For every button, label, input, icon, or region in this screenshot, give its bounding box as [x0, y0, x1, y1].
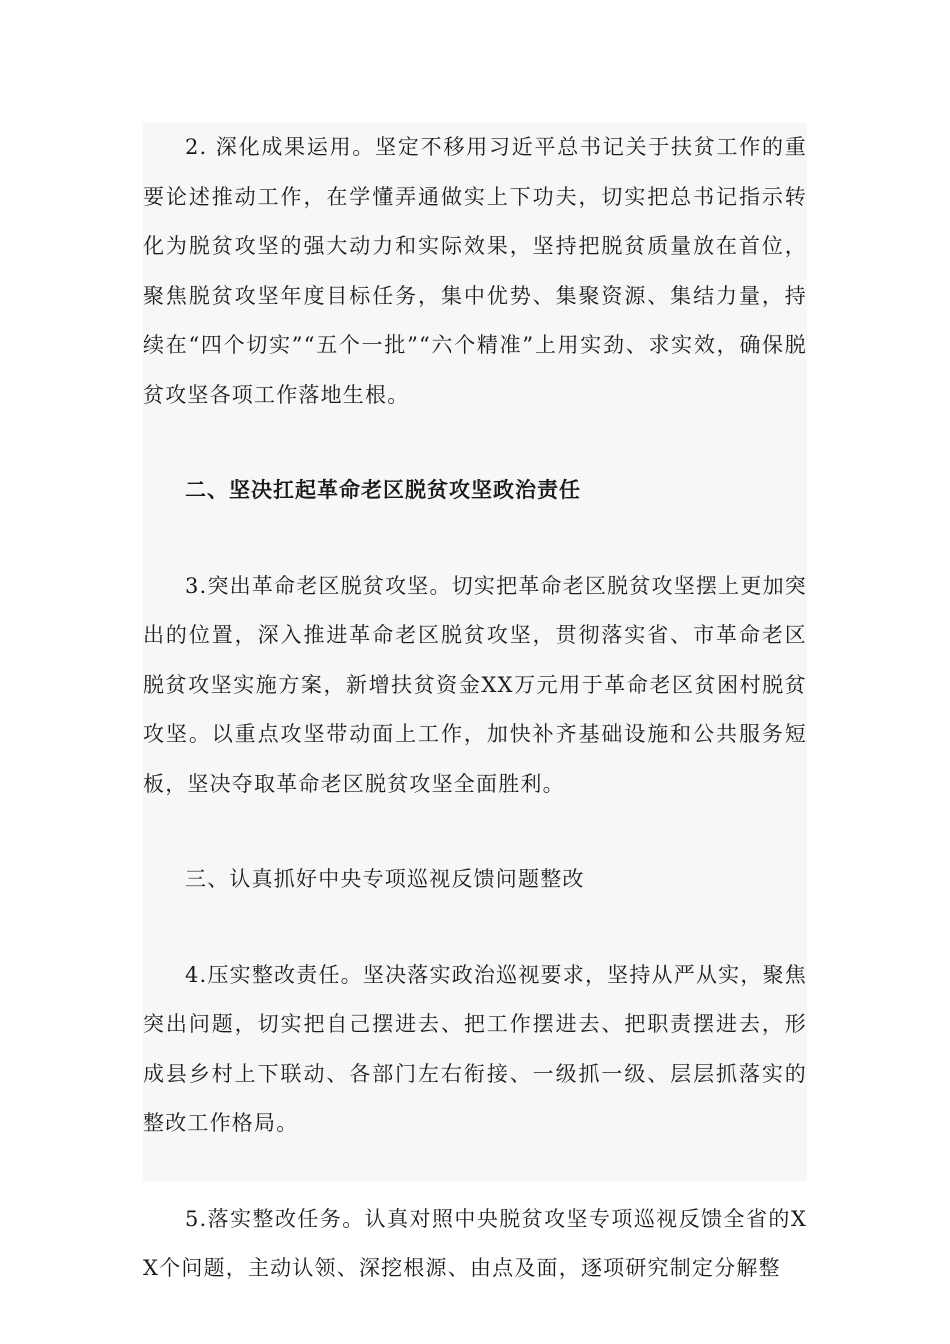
paragraph-deepen-results: 2. 深化成果运用。坚定不移用习近平总书记关于扶贫工作的重要论述推动工作，在学懂弄通做实上下功夫，切实把总书记指示转化为脱贫攻坚的强大动力和实际效果，坚持把脱贫质量放在首位，聚焦脱贫攻坚年度目标任务，集中优势、集聚资源、集结力量，持续在“四个切实”“五个一批”“六个精准”上用实劲、求实效，确保脱贫攻坚各项工作落地生根。: [143, 135, 807, 407]
paragraph-spacer: [143, 809, 807, 855]
paragraph-spacer: [143, 420, 807, 466]
paragraph-rectification-tasks: 5.落实整改任务。认真对照中央脱贫攻坚专项巡视反馈全省的XX个问题，主动认领、深挖根源、由点及面，逐项研究制定分解整: [143, 1206, 807, 1280]
paragraph-spacer: [143, 1149, 807, 1195]
section-heading-revolutionary-areas: 二、坚决扛起革命老区脱贫攻坚政治责任: [185, 478, 581, 502]
paragraph-spacer: [143, 516, 807, 562]
section-heading-inspection-rectification: 三、认真抓好中央专项巡视反馈问题整改: [185, 867, 585, 891]
document-page: [143, 123, 807, 1280]
paragraph-rectification-responsibility: 4.压实整改责任。坚决落实政治巡视要求，坚持从严从实，聚焦突出问题，切实把自己摆进去、把工作摆进去、把职责摆进去，形成县乡村上下联动、各部门左右衔接、一级抓一级、层层抓落实的整改工作格局。: [143, 962, 807, 1135]
paragraph-revolutionary-areas: 3.突出革命老区脱贫攻坚。切实把革命老区脱贫攻坚摆上更加突出的位置，深入推进革命老区脱贫攻坚，贯彻落实省、市革命老区脱贫攻坚实施方案，新增扶贫资金XX万元用于革命老区贫困村脱贫攻坚。以重点攻坚带动面上工作，加快补齐基础设施和公共服务短板，坚决夺取革命老区脱贫攻坚全面胜利。: [143, 573, 807, 796]
paragraph-spacer: [143, 905, 807, 951]
